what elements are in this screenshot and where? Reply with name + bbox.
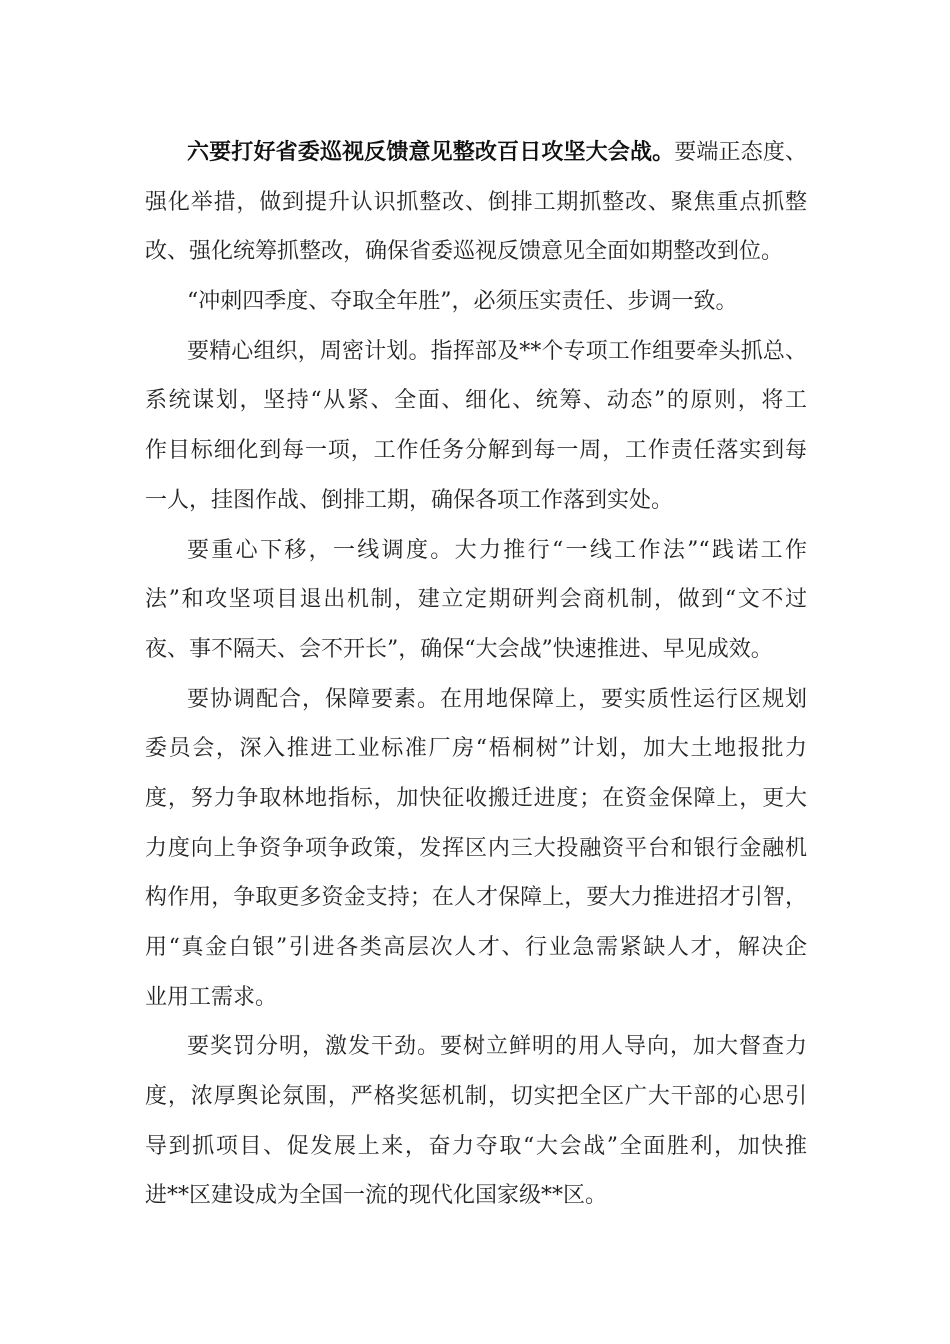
paragraph-line: 系统谋划，坚持“从紧、全面、细化、统筹、动态”的原则，将工: [145, 388, 807, 414]
paragraph-6: [145, 1022, 807, 1221]
paragraph-3: [145, 327, 807, 526]
paragraph-line: 进**区建设成为全国一流的现代化国家级**区。: [145, 1183, 608, 1209]
paragraph-line: 改、强化统筹抓整改，确保省委巡视反馈意见全面如期整改到位。: [145, 239, 784, 265]
paragraph-line: 度，浓厚舆论氛围，严格奖惩机制，切实把全区广大干部的心思引: [145, 1084, 807, 1110]
paragraph-5: [145, 675, 807, 1023]
paragraph-line: 一人，挂图作战、倒排工期，确保各项工作落到实处。: [145, 487, 674, 513]
paragraph-line: 要奖罚分明，激发干劲。要树立鲜明的用人导向，加大督查力: [187, 1034, 807, 1060]
document-page: [145, 128, 807, 1221]
paragraph-line: 要精心组织，周密计划。指挥部及**个专项工作组要牵头抓总、: [187, 338, 807, 364]
paragraph-line: “冲刺四季度、夺取全年胜”，必须压实责任、步调一致。: [187, 289, 738, 315]
paragraph-line: 导到抓项目、促发展上来，奋力夺取“大会战”全面胜利，加快推: [145, 1133, 807, 1159]
paragraph-line: 夜、事不隔天、会不开长”，确保“大会战”快速推进、早见成效。: [145, 636, 773, 662]
paragraph-line: 用“真金白银”引进各类高层次人才、行业急需紧缺人才，解决企: [145, 935, 807, 960]
paragraph-line: 法”和攻坚项目退出机制，建立定期研判会商机制，做到“文不过: [145, 587, 807, 613]
text-span: 要端正态度、: [674, 140, 807, 165]
paragraph-line: 构作用，争取更多资金支持；在人才保障上，要大力推进招才引智，: [145, 885, 807, 911]
paragraph-line: 作目标细化到每一项，工作任务分解到每一周，工作责任落实到每: [145, 438, 807, 464]
paragraph-line: 委员会，深入推进工业标准厂房“梧桐树”计划，加大土地报批力: [145, 736, 807, 762]
paragraph-line: 业用工需求。: [145, 984, 278, 1010]
paragraph-2: [145, 277, 807, 327]
paragraph-line: 强化举措，做到提升认识抓整改、倒排工期抓整改、聚焦重点抓整: [145, 189, 807, 215]
section-heading: 六要打好省委巡视反馈意见整改百日攻坚大会战。: [187, 139, 675, 165]
paragraph-line: 要重心下移，一线调度。大力推行“一线工作法”“践诺工作: [187, 537, 807, 563]
paragraph-line: 要协调配合，保障要素。在用地保障上，要实质性运行区规划: [187, 686, 807, 712]
paragraph-4: [145, 526, 807, 675]
paragraph-line: 力度向上争资争项争政策，发挥区内三大投融资平台和银行金融机: [145, 835, 807, 861]
paragraph-line: [145, 128, 807, 178]
paragraph-1: [145, 128, 807, 277]
paragraph-line: 度，努力争取林地指标，加快征收搬迁进度；在资金保障上，更大: [145, 785, 807, 811]
